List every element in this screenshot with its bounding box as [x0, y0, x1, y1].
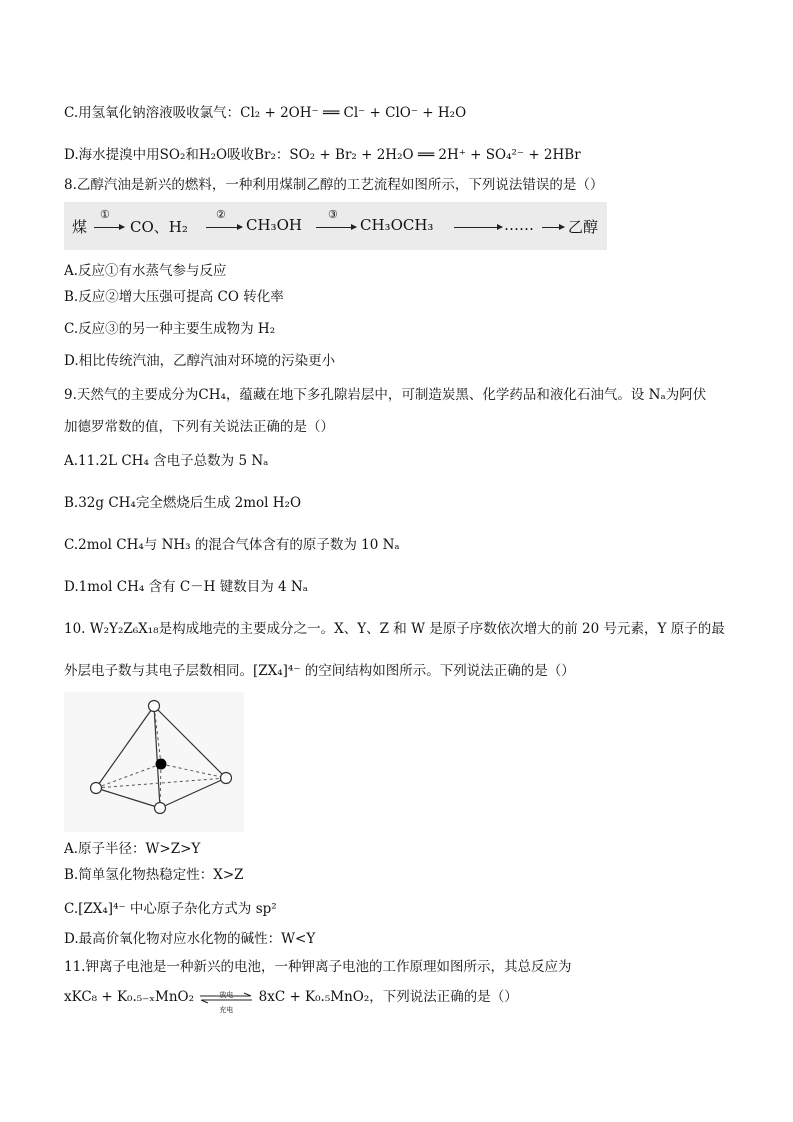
q8-option-a: A.反应①有水蒸气参与反应 [64, 263, 227, 279]
question-10-line-2: 外层电子数与其电子层数相同。[ZX₄]⁴⁻ 的空间结构如图所示。下列说法正确的是（） [64, 663, 575, 679]
flow-step-methanol: CH₃OH [246, 216, 302, 234]
tetrahedron-structure-diagram [64, 692, 244, 832]
outer-atom [221, 773, 232, 784]
charge-label: 充电 [219, 1005, 234, 1014]
flow-step-ethanol: 乙醇 [568, 218, 599, 236]
question-10-line-1: 10. W₂Y₂Z₆X₁₈是构成地壳的主要成分之一。X、Y、Z 和 W 是原子序数依次增大的前 20 号元素，Y 原子的最 [64, 621, 725, 637]
q9-option-d: D.1mol CH₄ 含有 C－H 键数目为 4 Nₐ [64, 579, 308, 595]
flow-arrow [542, 227, 564, 228]
central-atom [156, 759, 167, 770]
step-number: ③ [328, 208, 338, 221]
flow-step-dme: CH₃OCH₃ [360, 216, 434, 234]
process-flow-diagram [64, 202, 607, 250]
equation: Cl₂ + 2OH⁻ ══ Cl⁻ + ClO⁻ + H₂O [240, 105, 467, 121]
flow-ellipsis: …… [504, 216, 534, 234]
reversible-arrow [198, 989, 254, 1014]
equation: SO₂ + Br₂ + 2H₂O ══ 2H⁺ + SO₄²⁻ + 2HBr [289, 147, 581, 163]
q8-option-b: B.反应②增大压强可提高 CO 转化率 [64, 289, 284, 305]
flow-arrow [454, 227, 502, 228]
option-c-line [64, 104, 466, 122]
flow-arrow [94, 227, 124, 228]
q9-option-b: B.32g CH₄完全燃烧后生成 2mol H₂O [64, 495, 302, 511]
option-d-line [64, 146, 581, 164]
q9-option-c: C.2mol CH₄与 NH₃ 的混合气体含有的原子数为 10 Nₐ [64, 537, 400, 553]
q10-option-c: C.[ZX₄]⁴⁻ 中心原子杂化方式为 sp² [64, 901, 277, 917]
q8-option-d: D.相比传统汽油，乙醇汽油对环境的污染更小 [64, 353, 336, 369]
q8-option-c: C.反应③的另一种主要生成物为 H₂ [64, 321, 276, 337]
equation-left: xKC₈ + K₀.₅₋ₓMnO₂ [64, 989, 195, 1005]
step-number: ① [100, 208, 110, 221]
q10-option-a: A.原子半径：W>Z>Y [64, 841, 201, 857]
outer-atom [91, 783, 102, 794]
question-11-line-2 [64, 988, 518, 1014]
option-text: C.用氢氧化钠溶液吸收氯气： [64, 105, 241, 121]
flow-step-syngas: CO、H₂ [130, 218, 188, 236]
flow-arrow [206, 227, 242, 228]
question-8: 8.乙醇汽油是新兴的燃料，一种利用煤制乙醇的工艺流程如图所示，下列说法错误的是（） [64, 177, 604, 193]
option-text: D.海水提溴中用SO₂和H₂O吸收Br₂： [64, 147, 290, 163]
q9-option-a: A.11.2L CH₄ 含电子总数为 5 Nₐ [64, 453, 269, 469]
q10-option-d: D.最高价氧化物对应水化物的碱性：W<Y [64, 931, 316, 947]
question-9-line-1: 9.天然气的主要成分为CH₄，蕴藏在地下多孔隙岩层中，可制造炭黑、化学药品和液化石油气。设 Nₐ为阿伏 [64, 387, 707, 403]
step-number: ② [216, 208, 226, 221]
equation-right: 8xC + K₀.₅MnO₂，下列说法正确的是（） [258, 989, 518, 1005]
outer-atom [155, 803, 166, 814]
question-11-line-1: 11.钾离子电池是一种新兴的电池，一种钾离子电池的工作原理如图所示，其总反应为 [64, 959, 572, 975]
discharge-label: 放电 [219, 990, 234, 999]
question-9-line-2: 加德罗常数的值，下列有关说法正确的是（） [64, 419, 334, 435]
outer-atom [149, 701, 160, 712]
q10-option-b: B.简单氢化物热稳定性：X>Z [64, 867, 244, 883]
flow-arrow [316, 227, 356, 228]
flow-step-coal: 煤 [72, 218, 88, 236]
